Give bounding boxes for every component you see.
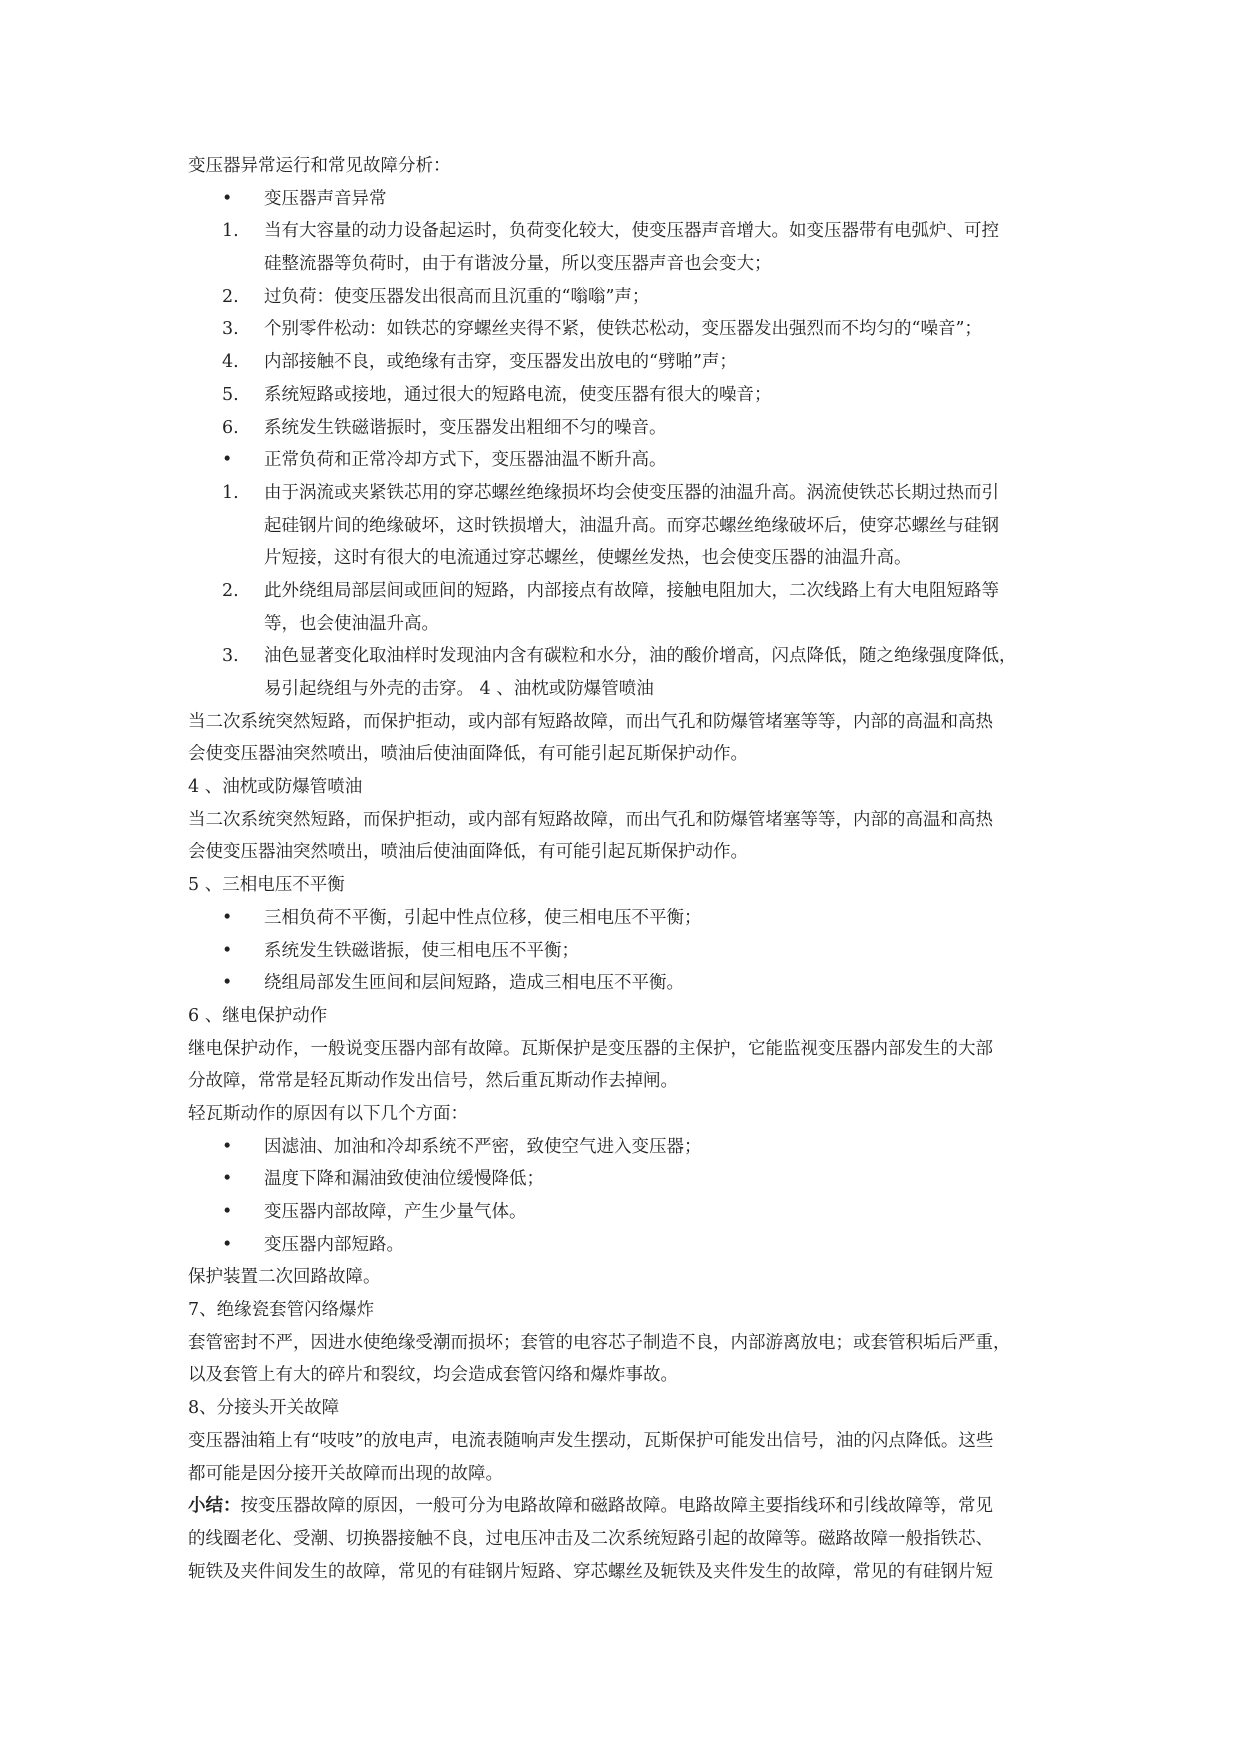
paragraph-line: 会使变压器油突然喷出，喷油后使油面降低，有可能引起瓦斯保护动作。 (188, 842, 748, 863)
list-item-text: 此外绕组局部层间或匝间的短路，内部接点有故障，接触电阻加大，二次线路上有大电阻短路等 (264, 580, 999, 601)
section-8-heading: 8、分接头开关故障 (188, 1398, 340, 1419)
bullet-marker: • (222, 907, 233, 928)
paragraph-line: 继电保护动作，一般说变压器内部有故障。瓦斯保护是变压器的主保护，它能监视变压器内部发生的大部 (188, 1038, 993, 1059)
list-item-text: 过负荷：使变压器发出很高而且沉重的“嗡嗡”声； (264, 286, 650, 307)
list-item-text: 变压器内部短路。 (264, 1234, 404, 1255)
list-item-continuation: 易引起绕组与外壳的击穿。 4 、油枕或防爆管喷油 (264, 679, 654, 699)
paragraph-line: 保护装置二次回路故障。 (188, 1267, 381, 1288)
list-item-continuation: 硅整流器等负荷时，由于有谐波分量，所以变压器声音也会变大； (264, 254, 772, 275)
list-item-text: 系统发生铁磁谐振时，变压器发出粗细不匀的噪音。 (264, 417, 667, 438)
list-item-text: 系统短路或接地，通过很大的短路电流，使变压器有很大的噪音； (264, 384, 772, 405)
bullet-marker: • (222, 1234, 233, 1255)
section-1-heading-text: 变压器声音异常 (264, 188, 387, 209)
list-item (188, 640, 1058, 673)
document-title: 变压器异常运行和常见故障分析： (188, 156, 451, 176)
section-4-heading: 4 、油枕或防爆管喷油 (188, 777, 363, 798)
list-item (188, 1196, 1058, 1229)
section-7-heading: 7、绝缘瓷套管闪络爆炸 (188, 1300, 375, 1321)
list-item-text: 绕组局部发生匝间和层间短路，造成三相电压不平衡。 (264, 973, 684, 994)
list-item-text: 油色显著变化取油样时发现油内含有碳粒和水分，油的酸价增高，闪点降低，随之绝缘强度降低， (264, 646, 1017, 667)
section-2-heading (188, 444, 1058, 477)
list-item (188, 902, 1058, 935)
paragraph-line: 分故障，常常是轻瓦斯动作发出信号，然后重瓦斯动作去掉闸。 (188, 1071, 678, 1092)
bullet-marker: • (222, 973, 233, 994)
list-item (188, 379, 1058, 412)
list-item (188, 346, 1058, 379)
bullet-marker: • (222, 1202, 233, 1222)
list-item (188, 1131, 1058, 1164)
list-item-text: 当有大容量的动力设备起运时，负荷变化较大，使变压器声音增大。如变压器带有电弧炉、可控 (264, 221, 999, 242)
bullet-marker: • (222, 188, 233, 209)
list-item (188, 281, 1058, 314)
section-1-heading (188, 183, 1058, 216)
list-item-text: 系统发生铁磁谐振，使三相电压不平衡； (264, 940, 579, 961)
summary-label: 小结： (188, 1496, 241, 1517)
list-item-text: 三相负荷不平衡，引起中性点位移，使三相电压不平衡； (264, 907, 702, 928)
list-item-continuation: 片短接，这时有很大的电流通过穿芯螺丝，使螺丝发热，也会使变压器的油温升高。 (264, 548, 912, 569)
paragraph-line: 套管密封不严，因进水使绝缘受潮而损坏；套管的电容芯子制造不良，内部游离放电；或套管积垢后严重， (188, 1332, 1011, 1353)
paragraph-line: 变压器油箱上有“吱吱”的放电声，电流表随响声发生摆动，瓦斯保护可能发出信号，油的闪点降低。这些 (188, 1430, 994, 1451)
paragraph-line: 当二次系统突然短路，而保护拒动，或内部有短路故障，而出气孔和防爆管堵塞等等，内部的高温和高热 (188, 809, 993, 830)
paragraph-line: 的线圈老化、受潮、切换器接触不良，过电压冲击及二次系统短路引起的故障等。磁路故障一般指铁芯、 (188, 1528, 993, 1549)
paragraph-line: 以及套管上有大的碎片和裂纹，均会造成套管闪络和爆炸事故。 (188, 1365, 678, 1386)
list-number: 6. (222, 417, 239, 438)
list-item (188, 1163, 1058, 1196)
list-item (188, 215, 1058, 248)
list-number: 1. (222, 221, 239, 242)
list-item-text: 温度下降和漏油致使油位缓慢降低； (264, 1169, 544, 1190)
bullet-marker: • (222, 1136, 233, 1157)
list-number: 2. (222, 580, 239, 601)
list-item-text: 个别零件松动：如铁芯的穿螺丝夹得不紧，使铁芯松动，变压器发出强烈而不均匀的“噪音”； (264, 319, 982, 340)
list-number: 3. (222, 319, 239, 340)
document-body (188, 150, 1058, 1588)
list-item-continuation: 等，也会使油温升高。 (264, 613, 439, 634)
list-item-text: 内部接触不良，或绝缘有击穿，变压器发出放电的“劈啪”声； (264, 352, 737, 373)
bullet-marker: • (222, 450, 233, 471)
list-number: 4. (222, 352, 239, 373)
section-6-heading: 6 、继电保护动作 (188, 1005, 328, 1026)
list-item (188, 575, 1058, 608)
list-number: 5. (222, 384, 239, 405)
section-5-heading: 5 、三相电压不平衡 (188, 875, 345, 896)
paragraph-line: 轻瓦斯动作的原因有以下几个方面： (188, 1103, 468, 1124)
summary-text: 按变压器故障的原因，一般可分为电路故障和磁路故障。电路故障主要指线环和引线故障等，常见 (240, 1496, 993, 1517)
list-item (188, 967, 1058, 1000)
list-item (188, 477, 1058, 510)
summary-line (188, 1490, 1058, 1523)
list-item (188, 412, 1058, 445)
list-item-text: 变压器内部故障，产生少量气体。 (264, 1202, 527, 1222)
paragraph-line: 会使变压器油突然喷出，喷油后使油面降低，有可能引起瓦斯保护动作。 (188, 744, 748, 765)
list-item-continuation: 起硅钢片间的绝缘破坏，这时铁损增大，油温升高。而穿芯螺丝绝缘破坏后，使穿芯螺丝与硅钢 (264, 515, 999, 536)
bullet-marker: • (222, 1169, 233, 1190)
list-item-text: 由于涡流或夹紧铁芯用的穿芯螺丝绝缘损坏均会使变压器的油温升高。涡流使铁芯长期过热而引 (264, 482, 999, 503)
paragraph-line: 轭铁及夹件间发生的故障，常见的有硅钢片短路、穿芯螺丝及轭铁及夹件发生的故障，常见的有硅钢片短 (188, 1561, 993, 1582)
section-2-heading-text: 正常负荷和正常冷却方式下，变压器油温不断升高。 (264, 450, 667, 471)
list-number: 3. (222, 646, 239, 667)
list-item (188, 313, 1058, 346)
list-item (188, 935, 1058, 968)
bullet-marker: • (222, 940, 233, 961)
list-item (188, 1229, 1058, 1262)
list-number: 2. (222, 286, 239, 307)
paragraph-line: 都可能是因分接开关故障而出现的故障。 (188, 1463, 503, 1484)
list-number: 1. (222, 482, 239, 503)
paragraph-line: 当二次系统突然短路，而保护拒动，或内部有短路故障，而出气孔和防爆管堵塞等等，内部的高温和高热 (188, 711, 993, 732)
list-item-text: 因滤油、加油和冷却系统不严密，致使空气进入变压器； (264, 1136, 702, 1157)
